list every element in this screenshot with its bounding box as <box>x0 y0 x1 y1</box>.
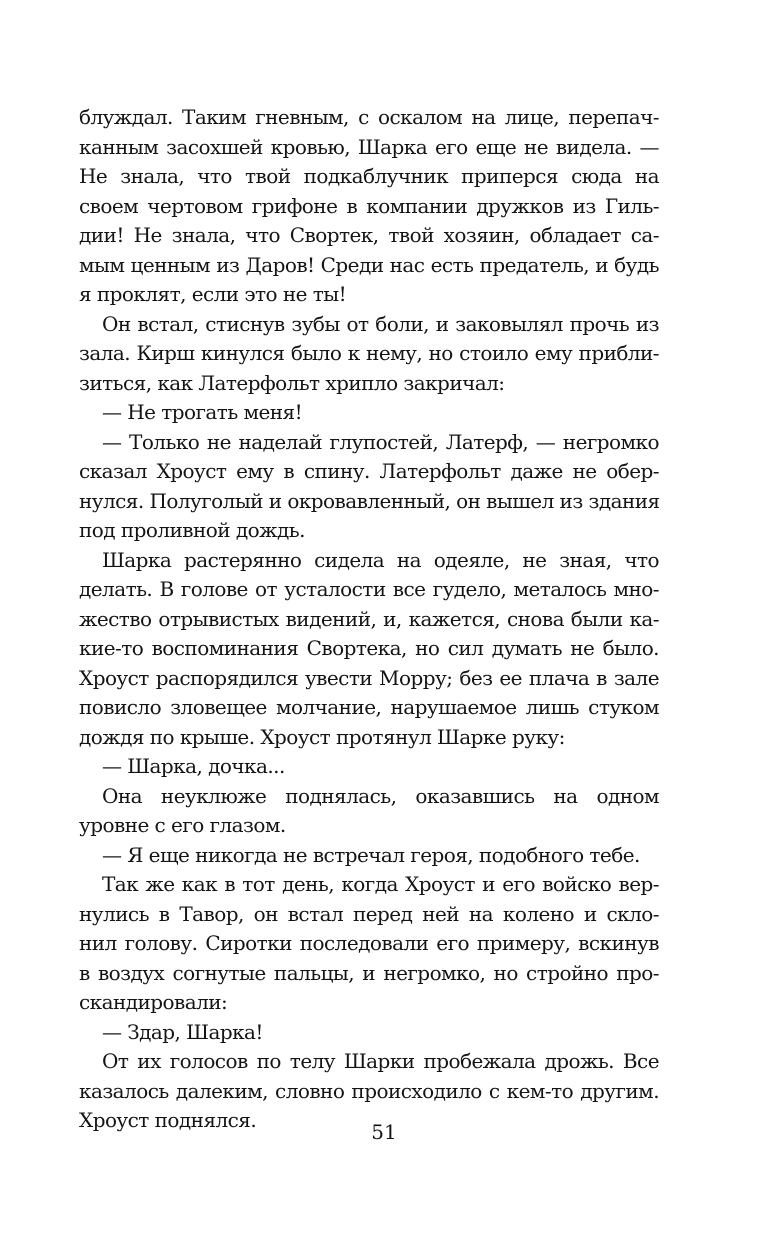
text-line: Хроуст распорядился увести Морру; без ее плача в зале <box>79 665 659 690</box>
text-line: нил голову. Сиротки последовали его примеру, вскинув <box>79 931 659 955</box>
text-line: — Здар, Шарка! <box>102 1019 263 1044</box>
text-line: дождя по крыше. Хроуст протянул Шарке руку: <box>79 724 565 749</box>
text-line: — Я еще никогда не встречал героя, подобного тебе. <box>102 842 640 867</box>
text-line: зиться, как Латерфольт хрипло закричал: <box>79 370 505 395</box>
text-line: дии! Не знала, что Свортек, твой хозяин, обладает са- <box>79 223 659 247</box>
text-line: блуждал. Таким гневным, с оскалом на лице, перепач- <box>79 105 659 129</box>
text-line: Не знала, что твой подкаблучник приперся сюда на <box>79 164 659 188</box>
text-line: нулись в Тавор, он встал перед ней на колено и скло- <box>79 901 659 926</box>
text-line: уровне с его глазом. <box>79 813 286 837</box>
text-line: жество отрывистых видений, и, кажется, снова были ка- <box>79 606 659 631</box>
text-line: зала. Кирш кинулся было к нему, но стоило ему прибли- <box>79 341 659 365</box>
text-line: нулся. Полуголый и окровавленный, он вышел из здания <box>79 488 660 513</box>
text-line: Она неуклюже поднялась, оказавшись на одном <box>102 783 659 808</box>
text-line: своем чертовом грифоне в компании дружков из Гиль- <box>79 193 659 218</box>
text-line: сказал Хроуст ему в спину. Латерфольт даже не обер- <box>79 459 659 483</box>
text-line: Так же как в тот день, когда Хроуст и его войско вер- <box>102 872 659 896</box>
text-line: Он встал, стиснув зубы от боли, и заковылял прочь из <box>102 311 659 336</box>
text-line: делать. В голове от усталости все гудело, металось мно- <box>79 577 659 601</box>
text-line: я проклят, если это не ты! <box>79 282 347 306</box>
text-line: — Не трогать меня! <box>102 400 303 424</box>
page-number: 51 <box>371 1120 397 1144</box>
text-line: Шарка растерянно сидела на одеяле, не зная, что <box>102 547 659 572</box>
text-line: скандировали: <box>79 990 228 1014</box>
text-line: канным засохшей кровью, Шарка его еще не видела. — <box>79 134 659 159</box>
text-line: мым ценным из Даров! Среди нас есть предатель, и будь <box>79 252 659 277</box>
text-line: под проливной дождь. <box>79 518 305 542</box>
body-text <box>79 103 659 1136</box>
text-line: От их голосов по телу Шарки пробежала дрожь. Все <box>102 1049 659 1073</box>
text-line: — Шарка, дочка... <box>102 754 285 778</box>
text-line: в воздух согнутые пальцы, и негромко, но стройно про- <box>79 960 659 985</box>
text-line: повисло зловещее молчание, нарушаемое лишь стуком <box>79 695 659 719</box>
text-line: — Только не наделай глупостей, Латерф, — негромко <box>102 429 659 454</box>
text-line: Хроуст поднялся. <box>79 1108 257 1132</box>
text-line: кие-то воспоминания Свортека, но сил думать не было. <box>79 636 659 660</box>
text-line: казалось далеким, словно происходило с кем-то другим. <box>79 1078 659 1103</box>
